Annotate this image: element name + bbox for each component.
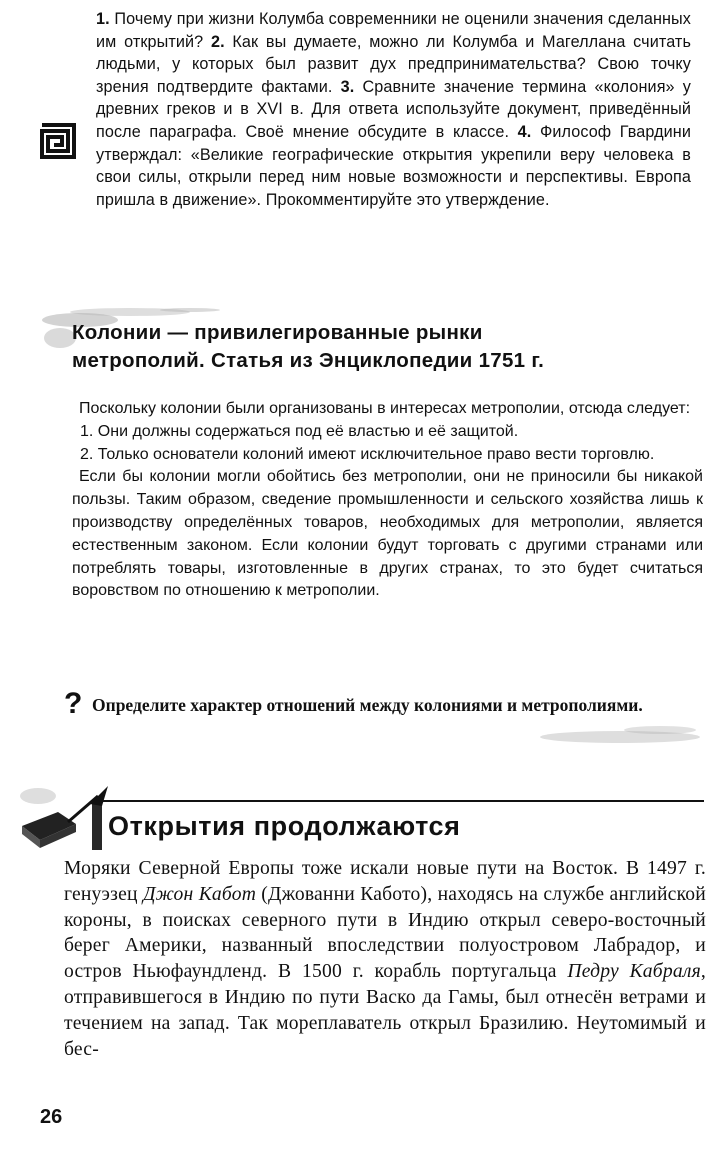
document-paragraph: Если бы колонии могли обойтись без метрополии, они не приносили бы никакой пользы. Таким образом, сведение промышленности и сельского хозяйства лишь к производству определённых товаров, необходимых для метрополии, является естественным законом. Если колонии будут торговать с другими странами или потреблять товары, изготовленные в других странах, то это будет считаться воровством по отношению к метрополии. [72, 468, 703, 600]
name-john-cabot: Джон Кабот [142, 883, 257, 905]
main-text-part-3: , отправившегося в Индию по пути Васко да Гамы, был отнесён ветрами и течением на запад. Так мореплаватель открыл Бразилию. Неутомимый и бес- [64, 961, 706, 1060]
question-2-text: Как вы думаете, можно ли Колумба и Магеллана считать людьми, у которых был развит дух предпринимательства? Свою точку зрения подтвердите фактами. [96, 32, 691, 96]
question-3-number: 3. [340, 77, 355, 96]
section-title: Открытия продолжаются [108, 811, 461, 841]
document-heading-line-1: Колонии — привилегированные рынки [72, 321, 483, 344]
document-item-1: 1. Они должны содержаться под её властью и её защитой. [80, 422, 519, 440]
question-2-number: 2. [210, 32, 225, 51]
document-intro: Поскольку колонии были организованы в интересах метрополии, отсюда следует: [79, 400, 691, 417]
question-3-text: Сравните значение термина «колония» у древних греков и в XVI в. Для ответа используйте документ, приведённый после параграфа. Своё мнение обсудите в классе. [96, 77, 691, 141]
main-paragraph [64, 856, 706, 1062]
question-1-text: Почему при жизни Колумба современники не оценили значения сделанных им открытий? [96, 10, 691, 51]
question-mark-icon: ? [64, 687, 83, 720]
section-rule [92, 800, 704, 802]
name-pedro-cabral: Педру Кабраля [567, 961, 701, 983]
main-text-part-1: Моряки Северной Европы тоже искали новые пути на Восток. В 1497 г. генуэзец [64, 858, 706, 905]
decorative-smudge-2 [510, 722, 700, 752]
document-body [72, 398, 703, 603]
document-question: Определите характер отношений между колониями и метрополиями. [92, 695, 643, 715]
page-number: 26 [40, 1106, 63, 1128]
question-1-number: 1. [96, 10, 110, 28]
document-heading [72, 319, 702, 375]
document-item-2: 2. Только основатели колоний имеют исключительное право вести торговлю. [80, 445, 655, 463]
document-heading-line-2: метрополий. Статья из Энциклопедии 1751 г. [72, 349, 545, 372]
task-spiral-icon [40, 123, 76, 159]
book-quill-icon [18, 782, 110, 854]
main-text-part-2: (Джованни Кабото), находясь на службе английской короны, в поисках северного пути в Индию открыл северо-восточный берег Америки, названный впоследствии полуостровом Лабрадор, и остров Ньюфаундленд. В 1500 г. корабль португальца [64, 883, 706, 983]
review-questions [96, 8, 691, 211]
question-4-number: 4. [517, 122, 532, 141]
question-4-text: Философ Гвардини утверждал: «Великие географические открытия укрепили веру человека в свои силы, открыли перед ним новые возможности и перспективы. Европа пришла в движение». Прокомментируйте это утверждение. [96, 122, 691, 209]
